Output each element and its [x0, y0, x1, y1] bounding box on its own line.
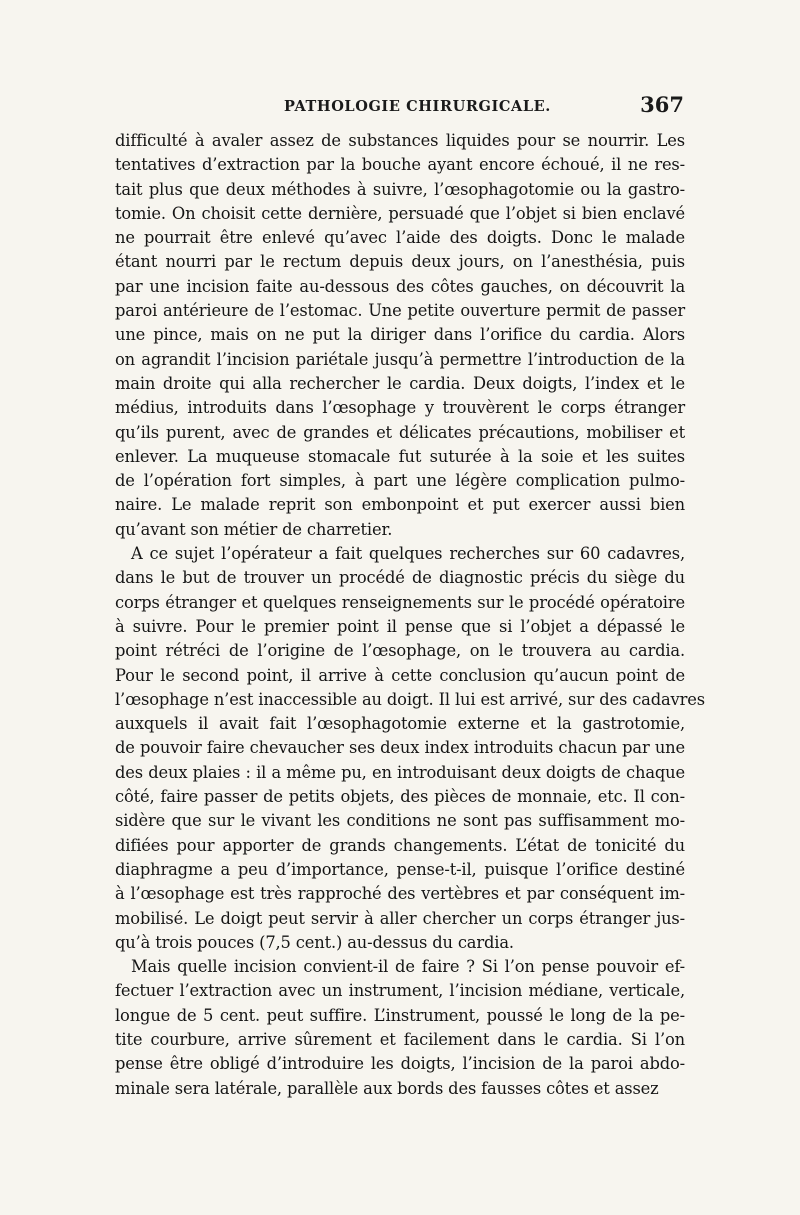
text-line: de l’opération fort simples, à part une légère complication pulmo-: [115, 471, 685, 491]
text-line: difficulté à avaler assez de substances liquides pour se nourrir. Les: [115, 131, 685, 150]
text-line: par une incision faite au-dessous des côtes gauches, on découvrit la: [115, 276, 685, 296]
text-line: de pouvoir faire chevaucher ses deux index introduits chacun par une: [115, 738, 685, 758]
text-line: enlever. La muqueuse stomacale fut suturée à la soie et les suites: [115, 446, 685, 466]
text-line: sidère que sur le vivant les conditions ne sont pas suffisamment mo-: [115, 811, 685, 831]
text-line: longue de 5 cent. peut suffire. L’instrument, poussé le long de la pe-: [115, 1005, 685, 1025]
text-line: à l’œsophage est très rapproché des vertèbres et par conséquent im-: [115, 884, 685, 904]
text-line: à suivre. Pour le premier point il pense que si l’objet a dépassé le: [115, 616, 685, 636]
text-line: dans le but de trouver un procédé de diagnostic précis du siège du: [115, 568, 685, 588]
text-line: naire. Le malade reprit son embonpoint et put exercer aussi bien: [115, 495, 685, 515]
text-line: auxquels il avait fait l’œsophagotomie externe et la gastrotomie,: [115, 714, 685, 734]
text-line: ne pourrait être enlevé qu’avec l’aide des doigts. Donc le malade: [115, 228, 685, 248]
text-line: paroi antérieure de l’estomac. Une petite ouverture permit de passer: [115, 301, 685, 321]
text-line: on agrandit l’incision pariétale jusqu’à permettre l’introduction de la: [115, 349, 685, 369]
text-line: difiées pour apporter de grands changements. L’état de tonicité du: [115, 835, 685, 855]
text-line: main droite qui alla rechercher le cardia. Deux doigts, l’index et le: [115, 373, 685, 393]
text-line: pense être obligé d’introduire les doigts, l’incision de la paroi abdo-: [115, 1054, 685, 1074]
text-line: qu’ils purent, avec de grandes et délicates précautions, mobiliser et: [115, 422, 685, 442]
text-line: minale sera latérale, parallèle aux bords des fausses côtes et assez: [115, 1078, 659, 1098]
text-line: Mais quelle incision convient-il de faire ? Si l’on pense pouvoir ef-: [131, 957, 685, 977]
text-line: A ce sujet l’opérateur a fait quelques recherches sur 60 cadavres,: [131, 544, 685, 564]
paragraph: [115, 542, 705, 955]
body-text: [115, 129, 705, 1101]
text-line: tait plus que deux méthodes à suivre, l’œsophagotomie ou la gastro-: [115, 179, 685, 199]
text-line: fectuer l’extraction avec un instrument, l’incision médiane, verticale,: [115, 981, 685, 1001]
text-line: diaphragme a peu d’importance, pense-t-il, puisque l’orifice destiné: [115, 859, 685, 879]
text-line: une pince, mais on ne put la diriger dans l’orifice du cardia. Alors: [115, 325, 685, 345]
text-line: des deux plaies : il a même pu, en introduisant deux doigts de chaque: [115, 762, 685, 782]
text-line: Pour le second point, il arrive à cette conclusion qu’aucun point de: [115, 665, 685, 685]
text-line: corps étranger et quelques renseignements sur le procédé opératoire: [115, 592, 685, 612]
text-line: côté, faire passer de petits objets, des pièces de monnaie, etc. Il con-: [115, 787, 685, 807]
paragraph: [115, 129, 685, 542]
text-line: l’œsophage n’est inaccessible au doigt. Il lui est arrivé, sur des cadavres: [115, 689, 705, 709]
text-line: qu’à trois pouces (7,5 cent.) au-dessus du cardia.: [115, 932, 514, 952]
text-line: médius, introduits dans l’œsophage y trouvèrent le corps étranger: [115, 398, 685, 418]
text-line: mobilisé. Le doigt peut servir à aller chercher un corps étranger jus-: [115, 908, 685, 928]
text-line: tentatives d’extraction par la bouche ayant encore échoué, il ne res-: [115, 155, 685, 175]
text-line: point rétréci de l’origine de l’œsophage, on le trouvera au cardia.: [115, 641, 685, 661]
running-title: PATHOLOGIE CHIRURGICALE.: [284, 98, 551, 115]
page-number: 367: [640, 92, 684, 117]
text-line: tite courbure, arrive sûrement et facilement dans le cardia. Si l’on: [115, 1029, 685, 1049]
text-line: tomie. On choisit cette dernière, persuadé que l’objet si bien enclavé: [115, 203, 685, 223]
text-line: étant nourri par le rectum depuis deux jours, on l’anesthésia, puis: [115, 252, 685, 272]
text-line: qu’avant son métier de charretier.: [115, 519, 393, 539]
page-header: [114, 92, 684, 122]
paragraph: [115, 955, 685, 1101]
